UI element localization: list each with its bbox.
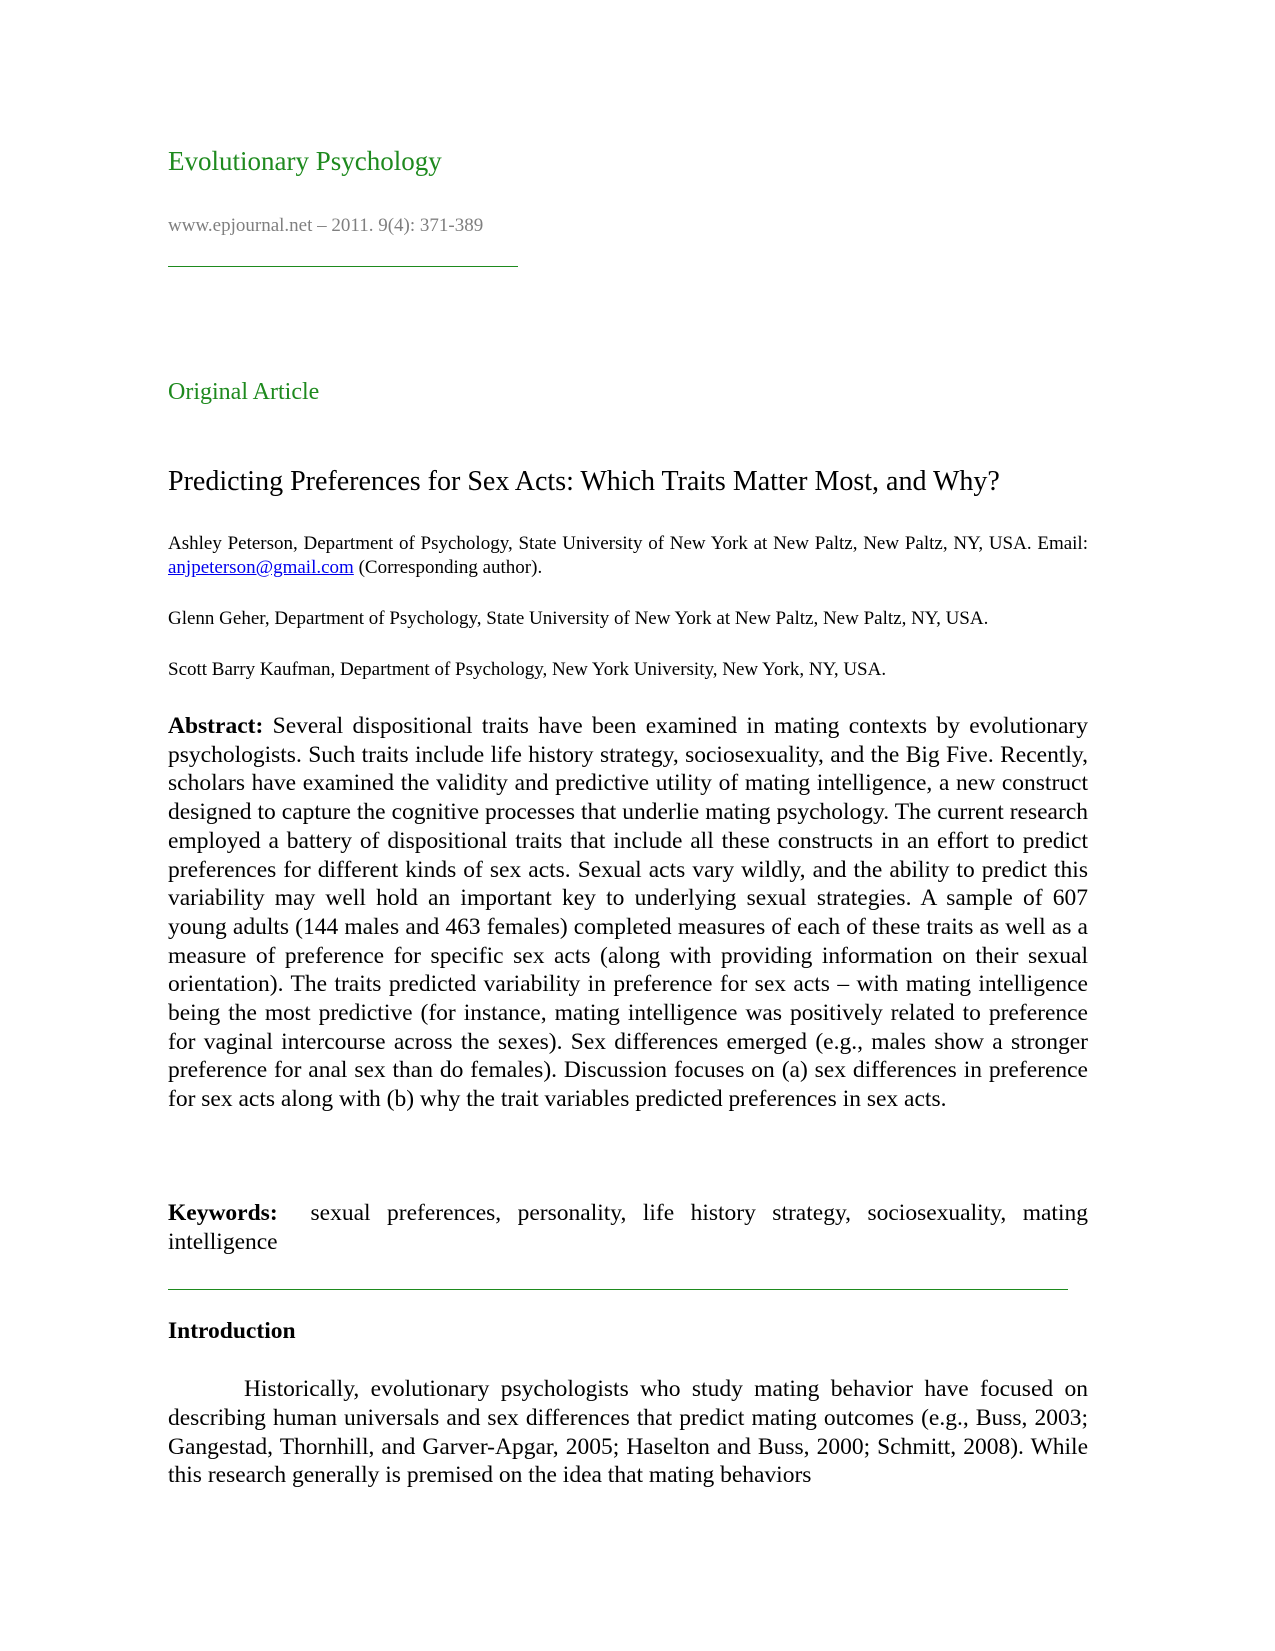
author-1-text: Ashley Peterson, Department of Psychology, State University of New York at New Paltz, New Paltz, NY, USA. Email: [168,533,1088,554]
journal-name: Evolutionary Psychology [168,146,442,176]
author-affiliation-3: Scott Barry Kaufman, Department of Psychology, New York University, New York, NY, USA. [168,659,887,680]
keywords [168,1199,1094,1256]
author-affiliation-2: Glenn Geher, Department of Psychology, State University of New York at New Paltz, New Paltz, NY, USA. [168,608,989,629]
article-type: Original Article [168,379,320,405]
author-1-suffix: (Corresponding author). [353,557,543,578]
keywords-label: Keywords: [168,1200,278,1226]
abstract-text: Several dispositional traits have been examined in mating contexts by evolutionary psychologists. Such traits include life history strategy, sociosexuality, and the Big Five. Recently, scholars have examined the validity and predictive utility of mating intelligence, a new construct designed to capture the cognitive processes that underlie mating psychology. The current research employed a battery of dispositional traits that include all these constructs in an effort to predict preferences for different kinds of sex acts. Sexual acts vary wildly, and the ability to predict this variability may well hold an important key to underlying sexual strategies. A sample of 607 young adults (144 males and 463 females) completed measures of each of these traits as well as a measure of preference for specific sex acts (along with providing information on their sexual orientation). The traits predicted variability in preference for sex acts – with mating intelligence being the most predictive (for instance, mating intelligence was positively related to preference for vaginal intercourse across the sexes). Sex differences emerged (e.g., males show a stronger preference for anal sex than do females). Discussion focuses on (a) sex differences in preference for sex acts along with (b) why the trait variables predicted preferences in sex acts. [168,713,1088,1113]
keywords-text: sexual preferences, personality, life history strategy, sociosexuality, mating intelligence [168,1200,1094,1255]
header-divider [168,266,518,267]
section-heading-introduction: Introduction [168,1318,296,1344]
author-email-link[interactable]: anjpeterson@gmail.com [168,557,354,578]
article-title: Predicting Preferences for Sex Acts: Which Traits Matter Most, and Why? [168,466,1000,497]
abstract [168,712,1088,1114]
journal-meta: www.epjournal.net – 2011. 9(4): 371-389 [168,215,484,236]
abstract-label: Abstract: [168,713,264,739]
section-divider [168,1289,1068,1290]
introduction-paragraph: Historically, evolutionary psychologists who study mating behavior have focused on describing human universals and sex differences that predict mating outcomes (e.g., Buss, 2003; Gangestad, Thornhill, and Garver-Apgar, 2005; Haselton and Buss, 2000; Schmitt, 2008). While this research generally is premised on the idea that mating behaviors [168,1376,1088,1489]
author-affiliation-1 [168,532,1088,580]
